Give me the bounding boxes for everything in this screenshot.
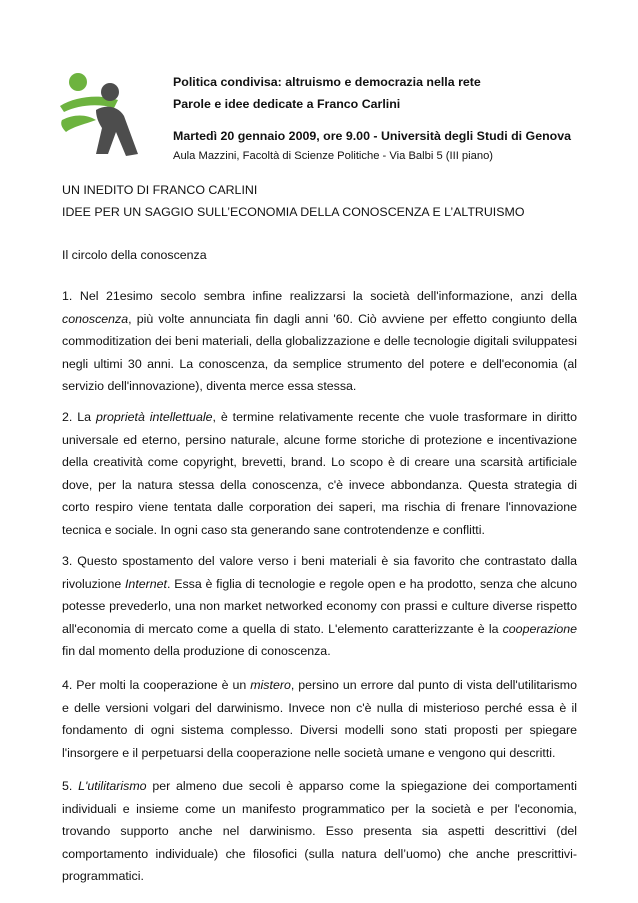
logo-gray-body (96, 107, 138, 156)
event-venue: Aula Mazzini, Facoltà di Scienze Politiche - Via Balbi 5 (III piano) (173, 150, 494, 162)
paragraph-2 (62, 406, 577, 541)
document-subheading: IDEE PER UN SAGGIO SULL’ECONOMIA DELLA CONOSCENZA E L’ALTRUISMO (62, 205, 525, 219)
paragraph-text: 5. (62, 779, 79, 793)
paragraph-text: , è termine relativamente recente che vuole trasformare in diritto universale ed eterno, persino naturale, alcune forme storiche di protezione e incentivazione della creatività come copyright, brevetti, brand. Lo scopo è di creare una scarsità artificiale dove, per la natura stessa della conoscenza, c'è invece abbondanza. Questa strategia di corto respiro viene tentata dalle corporation dei saperi, ma rischia di frenare l'innovazione tecnica e sociale. In ogni caso sta generando sane controtendenze e conflitti. (62, 410, 578, 537)
paragraph-3 (62, 550, 577, 663)
paragraph-4 (62, 674, 577, 764)
paragraph-text: , persino un errore dal punto di vista dell'utilitarismo e delle versioni volgari del darwinismo. Invece non c'è nulla di misterioso perché essa è il fondamento di ogni sistema complesso. Diversi modelli sono stati proposti per spiegare l'insorgere e il perpetuarsi della cooperazione nelle società umane e vengono qui descritti. (62, 678, 578, 760)
emphasis: conoscenza (62, 311, 129, 326)
emphasis: Internet (124, 576, 168, 591)
paragraph-text: , più volte annunciata fin dagli anni '60. Ciò avviene per effetto congiunto della commoditization dei beni materiali, della globalizzazione e delle tecnologie digitali sviluppatesi negli ultimi 30 anni. La conoscenza, da semplice strumento del potere e dell'economia (al servizio dell'innovazione), diventa merce essa stessa. (62, 311, 577, 393)
two-figures-logo (56, 70, 140, 160)
paragraph-text: 2. La (62, 410, 96, 424)
logo-green-body (61, 116, 96, 133)
paragraph-1 (62, 285, 577, 398)
paragraph-text: fin dal momento della produzione di conoscenza. (62, 644, 331, 658)
paragraph-text: . Essa è figlia di tecnologie e regole open e ha prodotto, senza che alcuno potesse prevederlo, una non market networked economy con prassi e culture diverse rispetto all'economia di mercato come a quella di stato. L'elemento caratterizzante è la (62, 576, 577, 636)
paragraph-text: per almeno due secoli è apparso come la spiegazione dei comportamenti individuali e insieme come un manifesto programmatico per la società e per l'economia, trovando supporto anche nel darwinismo. Esso presenta sia aspetti descrittivi (del comportamento individuale) che filosofici (sulla natura dell’uomo) che anche prescrittivi-programmatici. (62, 779, 577, 883)
emphasis: proprietà intellettuale (95, 410, 213, 424)
emphasis: cooperazione (502, 621, 577, 636)
paragraph-text: 3. Questo spostamento del valore verso i beni materiali è sia favorito che contrastato dalla rivoluzione (62, 554, 577, 591)
logo-icon (56, 70, 140, 160)
document-heading: UN INEDITO DI FRANCO CARLINI (62, 183, 258, 197)
paragraph-text: 1. Nel 21esimo secolo sembra infine realizzarsi la società dell'informazione, anzi della (62, 289, 577, 303)
emphasis: mistero (250, 678, 291, 692)
event-subtitle: Parole e idee dedicate a Franco Carlini (173, 97, 401, 111)
event-header (173, 71, 613, 165)
event-title: Politica condivisa: altruismo e democrazia nella rete (173, 75, 481, 89)
section-title: Il circolo della conoscenza (62, 248, 207, 262)
paragraph-text: 4. Per molti la cooperazione è un (62, 678, 251, 692)
logo-gray-head (101, 83, 119, 101)
emphasis: L'utilitarismo (78, 779, 147, 793)
paragraph-5 (62, 775, 577, 888)
logo-green-head (69, 73, 87, 91)
event-date-place: Martedì 20 gennaio 2009, ore 9.00 - Università degli Studi di Genova (173, 129, 572, 143)
